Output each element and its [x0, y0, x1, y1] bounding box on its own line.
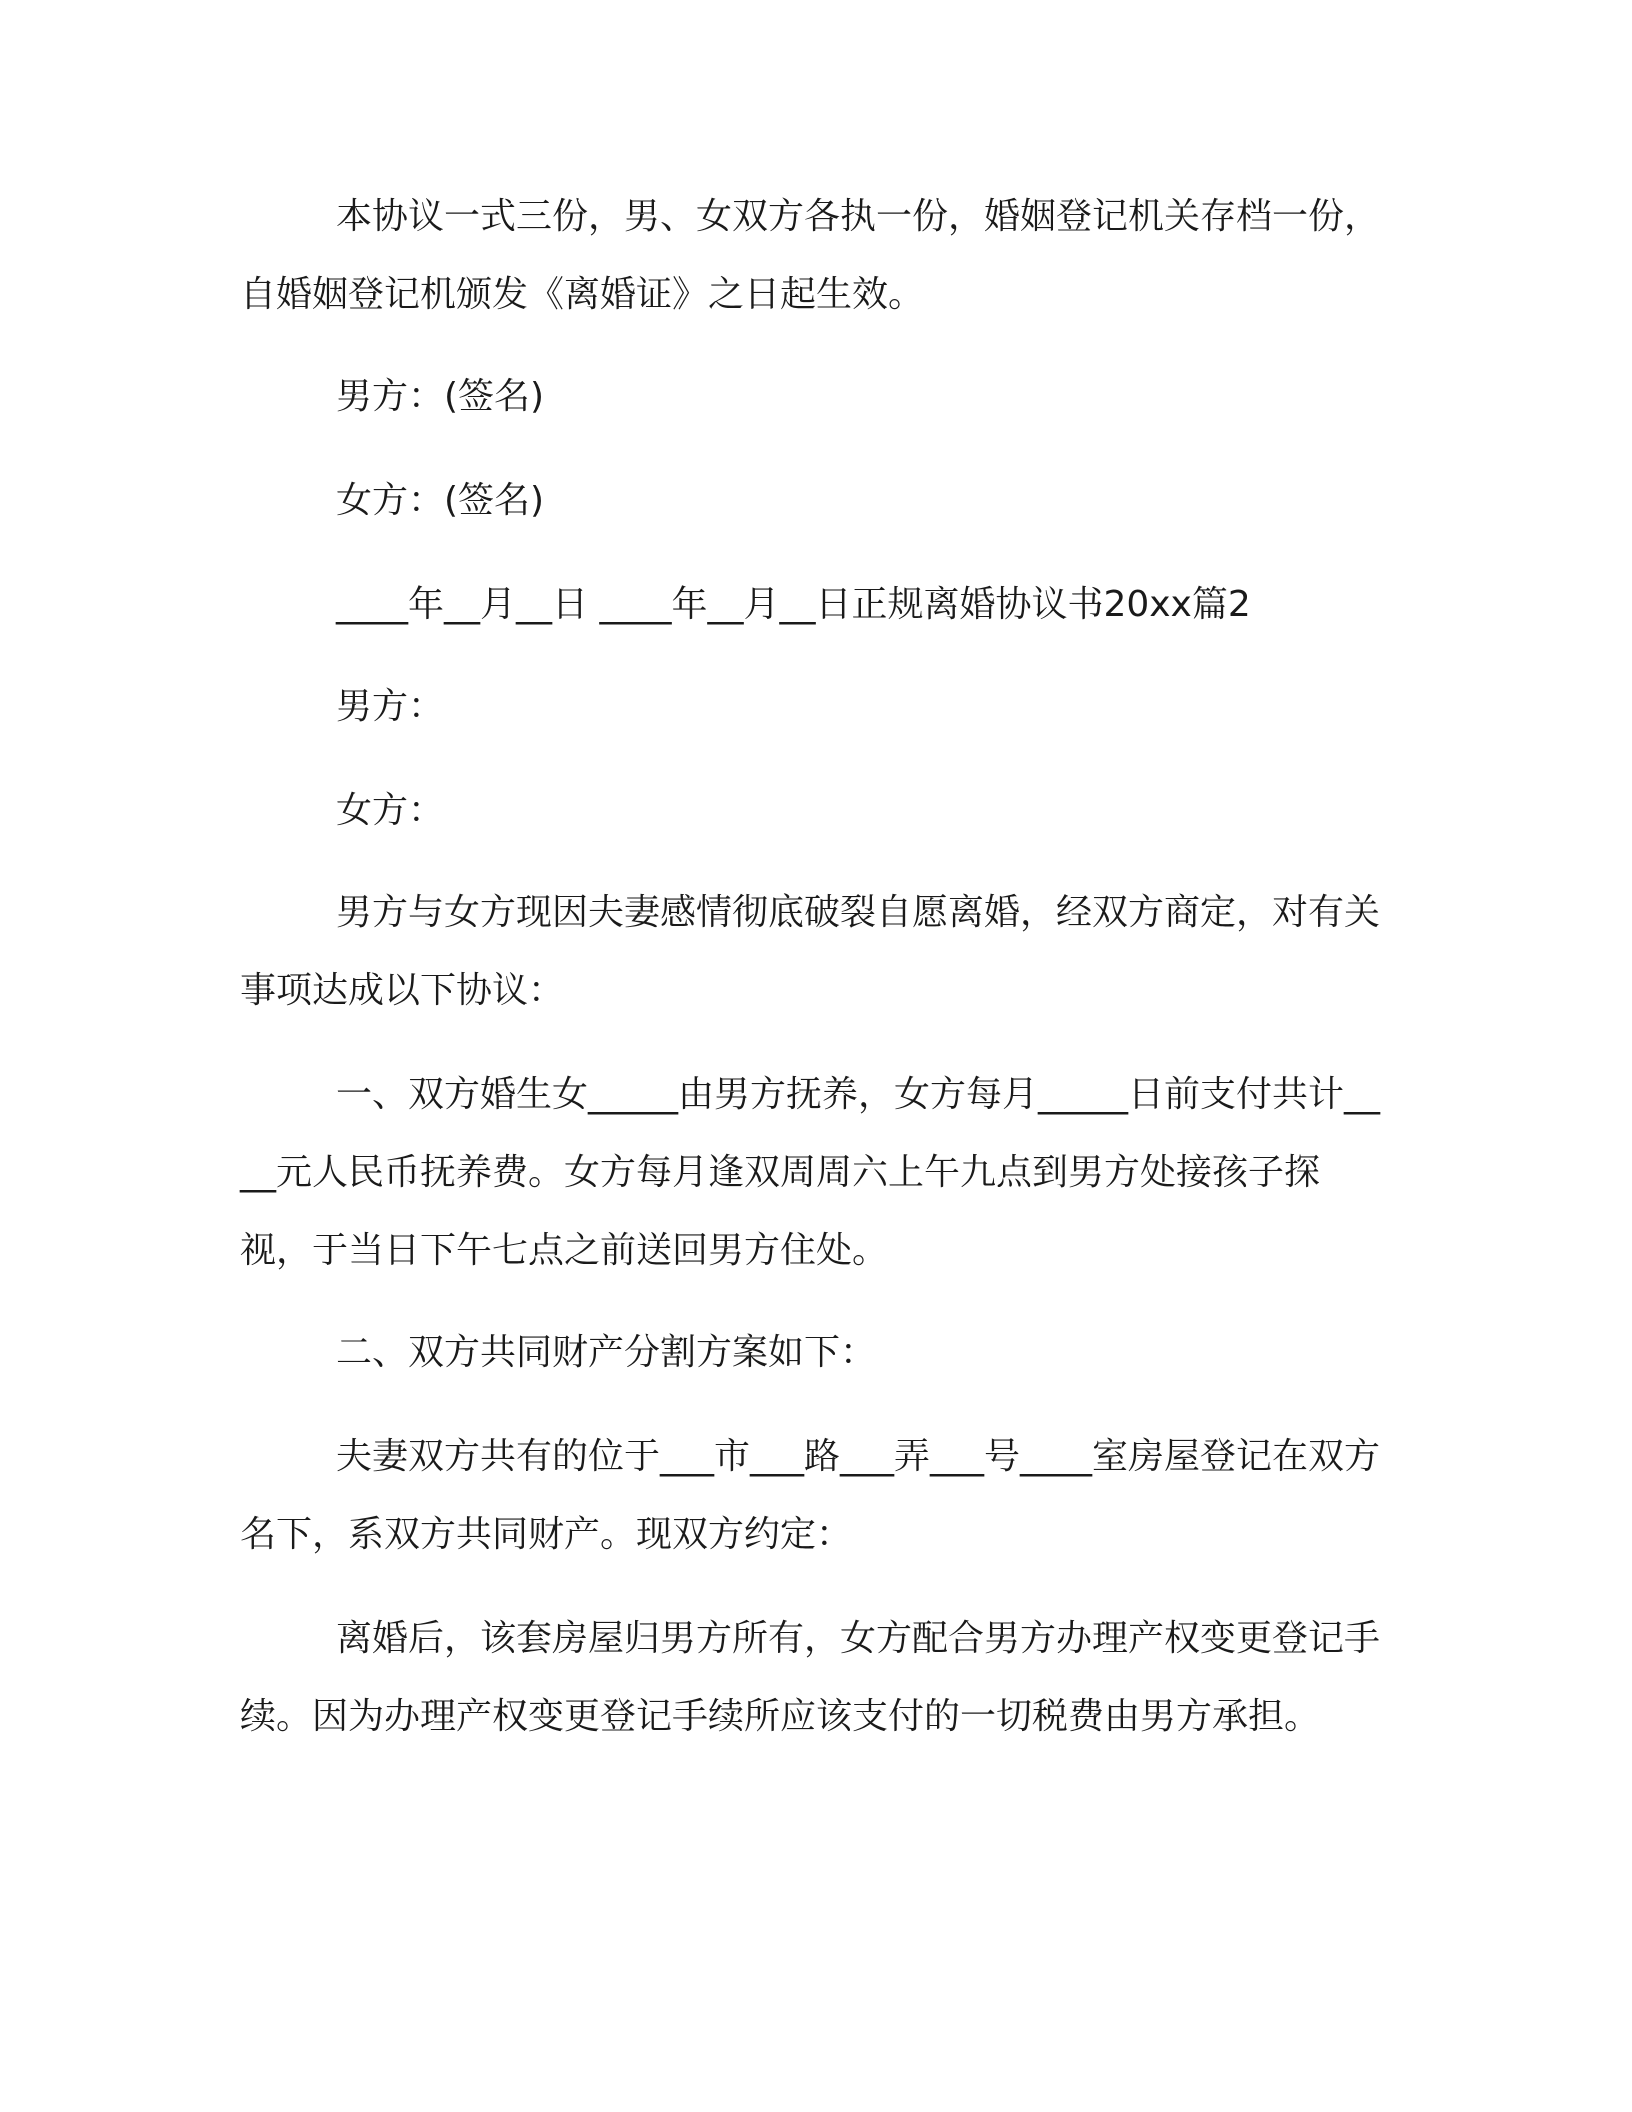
- female-party-label: 女方：: [336, 790, 445, 831]
- paragraph-house-transfer: 离婚后，该套房屋归男方所有，女方配合男方办理产权变更登记手续。因为办理产权变更登记手续所应该支付的一切税费由男方承担。: [240, 1618, 1381, 1737]
- paragraph-child-custody: 一、双方婚生女_____由男方抚养，女方每月_____日前支付共计____元人民币抚养费。女方每月逢双周周六上午九点到男方处接孩子探视，于当日下午七点之前送回男方住处。: [240, 1074, 1381, 1271]
- paragraph-agreement-intro: 男方与女方现因夫妻感情彻底破裂自愿离婚，经双方商定，对有关事项达成以下协议：: [240, 892, 1381, 1011]
- male-signature-line: 男方：(签名): [336, 376, 545, 417]
- paragraph-house-ownership: 夫妻双方共有的位于___市___路___弄___号____室房屋登记在双方名下，系双方共同财产。现双方约定：: [240, 1436, 1381, 1555]
- paragraph-validity-clause: 本协议一式三份，男、女双方各执一份，婚姻登记机关存档一份，自婚姻登记机颁发《离婚证》之日起生效。: [240, 196, 1381, 315]
- date-and-section-title: ____年__月__日 ____年__月__日正规离婚协议书20xx篇2: [336, 584, 1251, 625]
- paragraph-property-heading: 二、双方共同财产分割方案如下：: [336, 1332, 877, 1373]
- female-signature-line: 女方：(签名): [336, 480, 545, 521]
- male-party-label: 男方：: [336, 686, 445, 727]
